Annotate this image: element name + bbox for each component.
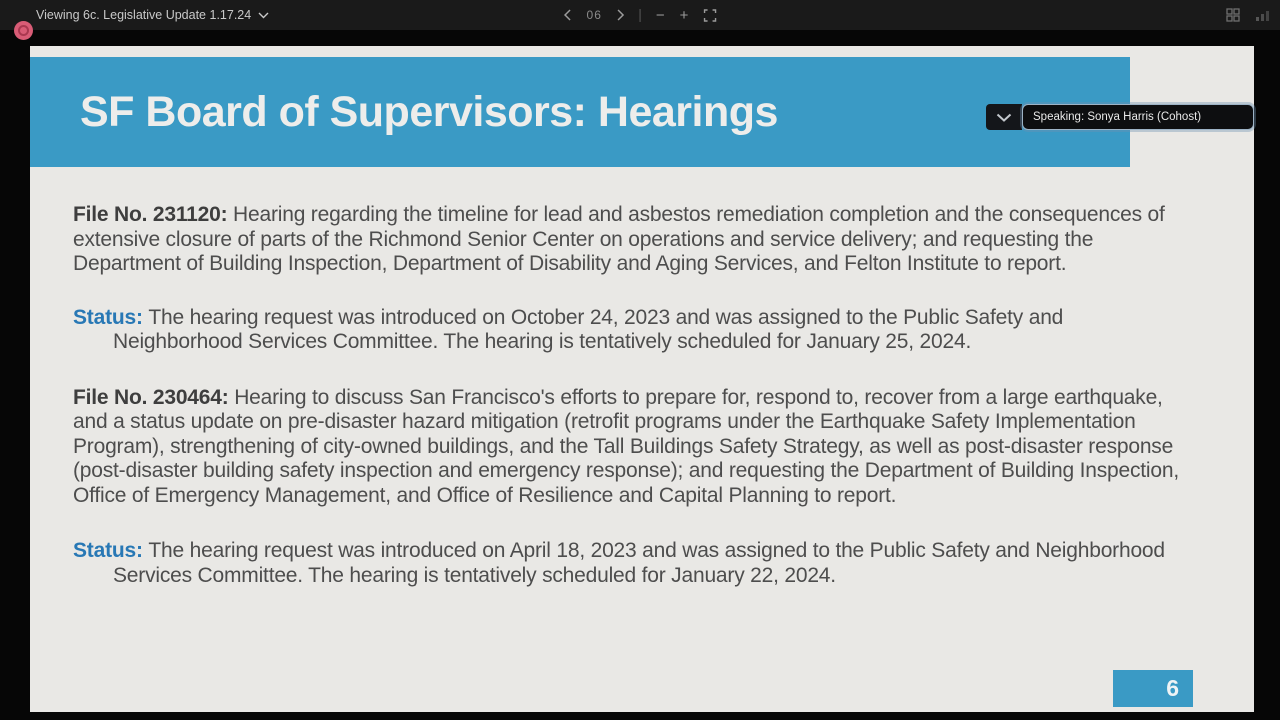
speaking-collapse-button[interactable] (986, 104, 1022, 130)
file-item-231120 (73, 203, 1185, 277)
status-label: Status: (73, 305, 149, 329)
speaking-indicator (986, 104, 1254, 130)
speaking-label: Speaking: Sonya Harris (Cohost) (1033, 111, 1202, 123)
page-indicator: 06 (586, 8, 602, 22)
file-item-text: Hearing regarding the timeline for lead and asbestos remediation completion and the consequences of extensive closure of parts of the Richmond Senior Center on operations and service delivery; and requesting the Department of Building Inspection, Department of Disability and Aging Services, and Felton Institute to report. (73, 203, 1165, 275)
next-slide-button[interactable] (617, 9, 625, 21)
status-text: The hearing request was introduced on April 18, 2023 and was assigned to the Public Safety and Neighborhood Services Committee. The hearing is tentatively scheduled for January 22, 2024. (113, 539, 1165, 587)
page-controls (564, 0, 717, 30)
viewer-topbar (0, 0, 1280, 30)
zoom-in-button[interactable]: + (679, 6, 689, 24)
annotation-dot-icon (18, 25, 29, 36)
file-number-label: File No. 231120: (73, 203, 234, 226)
chevron-down-icon (996, 113, 1012, 122)
previous-slide-button[interactable] (564, 9, 572, 21)
annotation-badge[interactable] (14, 21, 33, 40)
fullscreen-icon (703, 9, 716, 22)
active-speaker-box[interactable] (1022, 104, 1254, 130)
slide-canvas (30, 46, 1254, 712)
slide-body (73, 203, 1185, 588)
file-item-230464 (73, 386, 1185, 509)
status-text: The hearing request was introduced on October 24, 2023 and was assigned to the Public Safety and Neighborhood Services Committee. The hearing is tentatively scheduled for January 25, 2024. (113, 305, 1064, 353)
topbar-right-controls (1226, 0, 1270, 30)
file-item-text: Hearing to discuss San Francisco's efforts to prepare for, respond to, recover from a large earthquake, and a status update on pre-disaster hazard mitigation (retrofit programs under the Earthquake Safety Implementation Program), strengthening of city-owned buildings, and the Tall Buildings Safety Strategy, as well as post-disaster response (post-disaster building safety inspection and emergency response); and requesting the Department of Building Inspection, Office of Emergency Management, and Office of Resilience and Capital Planning to report. (73, 385, 1179, 507)
chevron-right-icon (617, 9, 625, 21)
chevron-left-icon (564, 9, 572, 21)
file-number-label: File No. 230464: (73, 385, 235, 409)
grid-view-icon (1226, 8, 1240, 22)
grid-view-button[interactable] (1226, 8, 1240, 22)
viewing-dropdown[interactable] (36, 0, 269, 30)
viewing-label: Viewing 6c. Legislative Update 1.17.24 (36, 8, 252, 22)
slide-title-band (30, 57, 1130, 167)
toolbar-divider (640, 9, 641, 22)
status-231120 (73, 306, 1185, 355)
zoom-out-button[interactable]: − (655, 6, 665, 24)
slide-page-number: 6 (1113, 670, 1193, 707)
connection-signal-icon (1255, 9, 1270, 22)
status-230464 (73, 539, 1185, 588)
slide-title: SF Board of Supervisors: Hearings (80, 88, 778, 136)
status-label: Status: (73, 539, 149, 562)
fullscreen-button[interactable] (703, 9, 716, 22)
chevron-down-icon (258, 12, 269, 19)
